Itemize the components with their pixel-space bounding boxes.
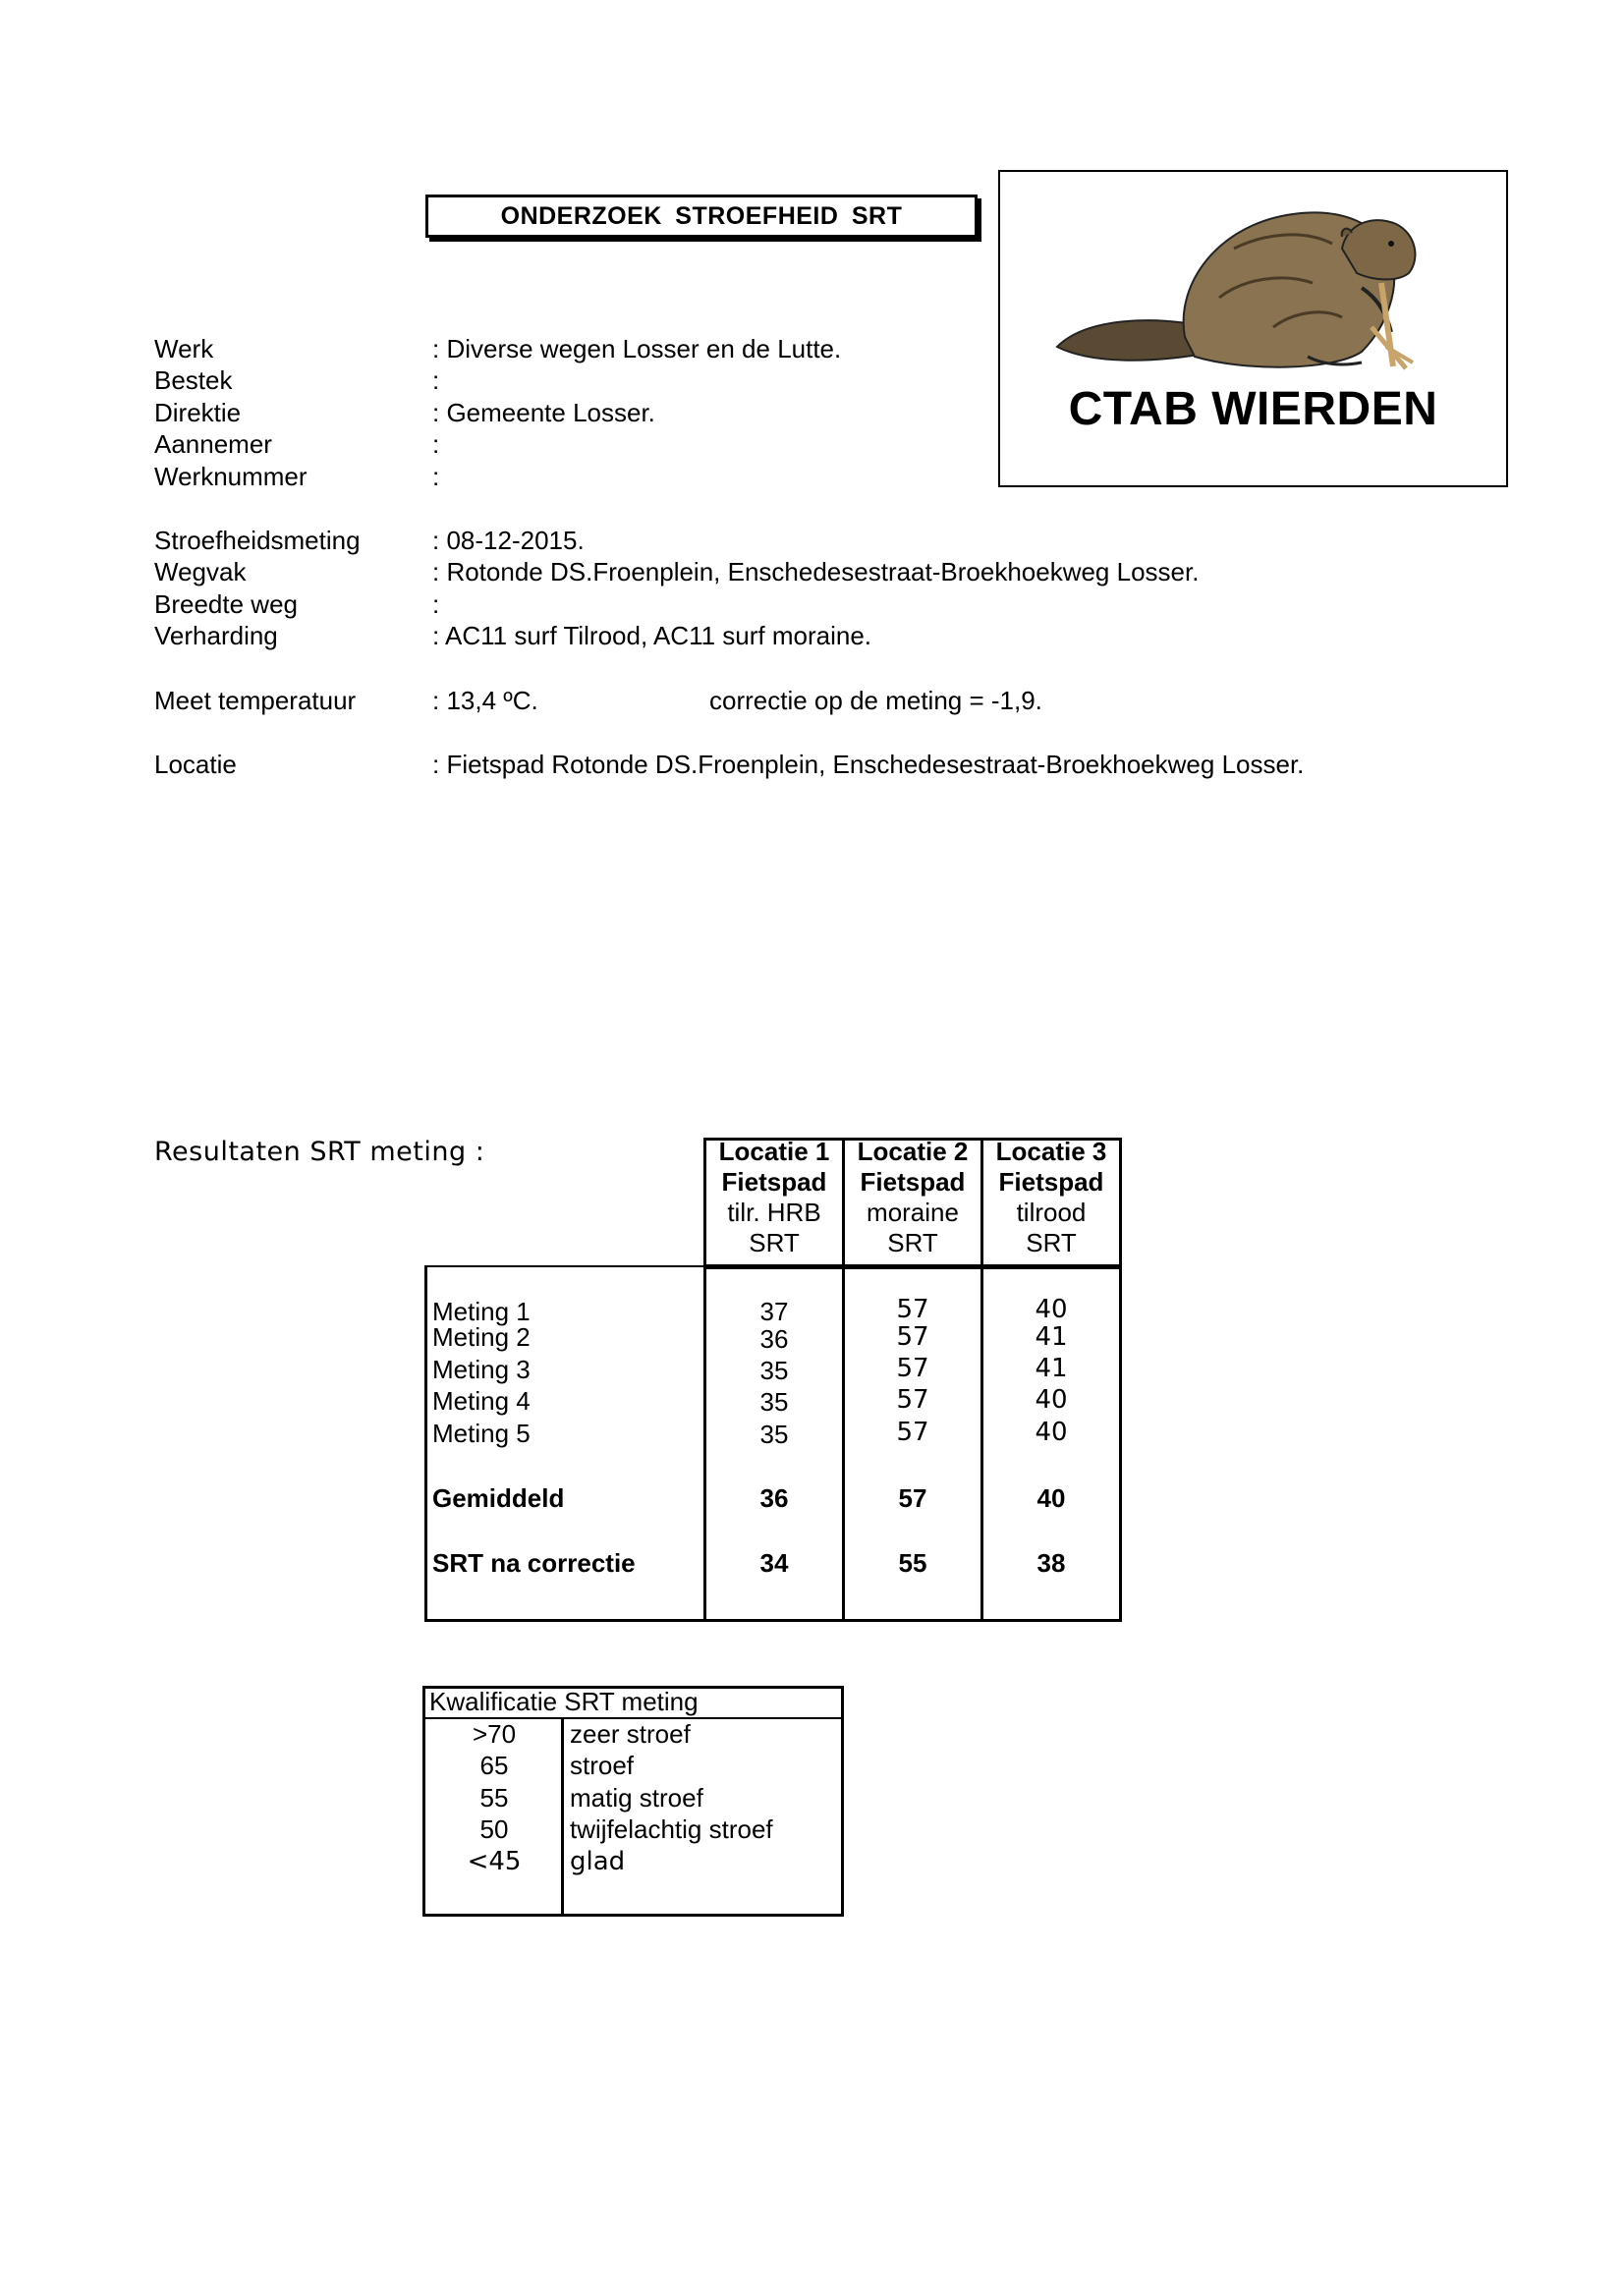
table-cell: 57 [896, 1385, 929, 1415]
table-cell: 40 [1036, 1483, 1066, 1513]
info-label-stroefheidsmeting: Stroefheidsmeting [154, 526, 361, 555]
info-label-locatie: Locatie [154, 750, 237, 779]
column-header-1-line1: Locatie 1 [718, 1137, 830, 1166]
info-value-direktie: : Gemeente Losser. [432, 398, 655, 427]
row-label-srt-na-correctie: SRT na correctie [432, 1548, 636, 1578]
info-label-verharding: Verharding [154, 621, 278, 650]
qualification-text: zeer stroef [570, 1719, 691, 1749]
beaver-icon [1047, 190, 1450, 376]
row-label-meting-3: Meting 3 [432, 1355, 531, 1384]
column-header-1-line4: SRT [749, 1228, 800, 1257]
column-header-2 [844, 1137, 981, 1258]
table-cell: 37 [759, 1297, 789, 1326]
column-header-3-line4: SRT [1026, 1228, 1077, 1257]
column-header-2-line2: Fietspad [860, 1167, 966, 1197]
row-label-meting-1: Meting 1 [432, 1297, 531, 1326]
info-value-aannemer: : [432, 429, 440, 459]
page-title-text: ONDERZOEK STROEFHEID SRT [500, 201, 903, 230]
info-label-bestek: Bestek [154, 365, 233, 395]
table-cell: 35 [759, 1356, 789, 1385]
logo [998, 170, 1508, 487]
info-label-wegvak: Wegvak [154, 557, 247, 586]
column-header-2-line1: Locatie 2 [857, 1137, 969, 1166]
table-cell: 41 [1035, 1322, 1068, 1352]
table-cell: 36 [759, 1324, 789, 1354]
row-label-meting-5: Meting 5 [432, 1419, 531, 1448]
table-cell: 57 [896, 1354, 929, 1383]
table-border [424, 1265, 427, 1622]
column-header-3-line1: Locatie 3 [995, 1137, 1107, 1166]
column-header-3 [982, 1137, 1120, 1258]
qualification-value: <45 [467, 1847, 522, 1876]
column-header-1-line2: Fietspad [721, 1167, 827, 1197]
table-border [424, 1619, 1122, 1622]
qualification-text: glad [570, 1847, 626, 1876]
qualification-value: >70 [472, 1719, 517, 1749]
column-header-3-line3: tilrood [1016, 1198, 1087, 1227]
table-cell: 35 [759, 1420, 789, 1449]
qualification-value: 50 [479, 1814, 509, 1844]
table-cell: 40 [1035, 1295, 1068, 1324]
table-cell: 40 [1035, 1385, 1068, 1415]
info-label-aannemer: Aannemer [154, 429, 272, 459]
column-header-3-line2: Fietspad [998, 1167, 1104, 1197]
info-value-werk: : Diverse wegen Losser en de Lutte. [432, 334, 842, 363]
table-border [422, 1914, 844, 1917]
info-label-werknummer: Werknummer [154, 462, 308, 491]
table-cell: 36 [759, 1483, 789, 1513]
table-cell: 55 [898, 1548, 927, 1578]
info-label-breedte-weg: Breedte weg [154, 589, 298, 619]
qualification-value: 65 [479, 1751, 509, 1780]
table-cell: 57 [896, 1418, 929, 1447]
table-cell: 41 [1035, 1354, 1068, 1383]
column-header-1 [705, 1137, 843, 1258]
results-heading: Resultaten SRT meting : [154, 1137, 485, 1167]
table-cell: 57 [896, 1322, 929, 1352]
info-value-breedte-weg: : [432, 589, 440, 619]
table-border [841, 1686, 844, 1917]
row-label-meting-4: Meting 4 [432, 1386, 531, 1416]
row-label-gemiddeld: Gemiddeld [432, 1483, 565, 1513]
qualification-text: matig stroef [570, 1783, 703, 1813]
row-label-meting-2: Meting 2 [432, 1322, 531, 1352]
info-label-meet-temperatuur: Meet temperatuur [154, 686, 357, 715]
info-value-wegvak: : Rotonde DS.Froenplein, Enschedesestraat-Broekhoekweg Losser. [432, 557, 1200, 586]
info-label-werk: Werk [154, 334, 214, 363]
info-value-werknummer: : [432, 462, 440, 491]
qualification-text: stroef [570, 1751, 635, 1780]
table-cell: 57 [896, 1295, 929, 1324]
table-cell: 38 [1036, 1548, 1066, 1578]
qualification-value: 55 [479, 1783, 509, 1813]
info-value-bestek: : [432, 365, 440, 395]
info-value-verharding: : AC11 surf Tilrood, AC11 surf moraine. [432, 621, 872, 650]
qualification-title: Kwalificatie SRT meting [429, 1687, 699, 1716]
info-label-direktie: Direktie [154, 398, 242, 427]
table-cell: 40 [1035, 1418, 1068, 1447]
table-border [424, 1265, 705, 1267]
info-value-locatie: : Fietspad Rotonde DS.Froenplein, Enschedesestraat-Broekhoekweg Losser. [432, 750, 1305, 779]
table-cell: 35 [759, 1387, 789, 1417]
table-cell: 34 [759, 1548, 789, 1578]
column-header-2-line4: SRT [887, 1228, 938, 1257]
info-value-stroefheidsmeting: : 08-12-2015. [432, 526, 585, 555]
page-title [425, 195, 978, 238]
table-cell: 57 [898, 1483, 927, 1513]
qualification-text: twijfelachtig stroef [570, 1814, 773, 1844]
logo-text: CTAB WIERDEN [1068, 383, 1438, 435]
correctie-text: correctie op de meting = -1,9. [709, 686, 1042, 715]
column-header-2-line3: moraine [867, 1198, 959, 1227]
table-border [703, 1264, 1122, 1269]
column-header-1-line3: tilr. HRB [727, 1198, 821, 1227]
info-value-meet-temperatuur: : 13,4 ºC. [432, 686, 538, 715]
